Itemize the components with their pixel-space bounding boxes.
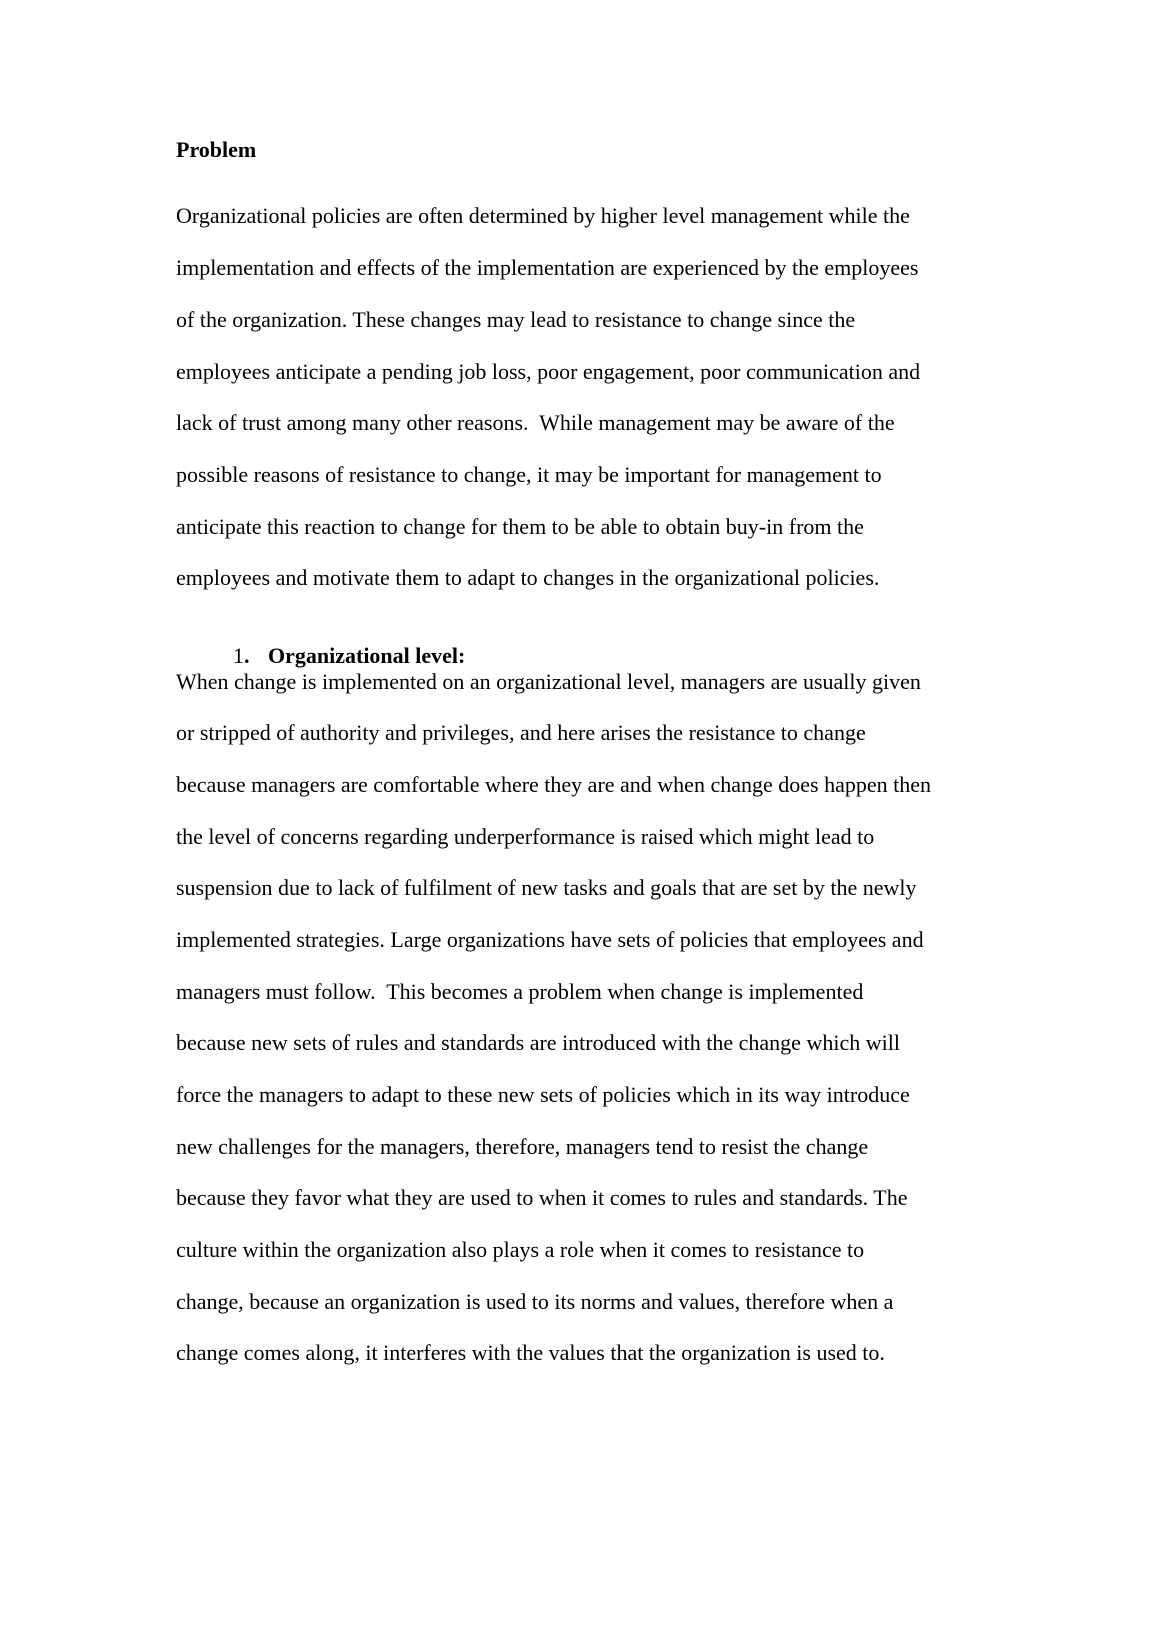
list-item-label: Organizational level: (268, 643, 466, 668)
paragraph-line: lack of trust among many other reasons. While management may be aware of the (176, 410, 895, 435)
paragraph-line: employees and motivate them to adapt to changes in the organizational policies. (176, 565, 880, 590)
paragraph-line: the level of concerns regarding underperformance is raised which might lead to (176, 824, 875, 849)
paragraph-line: When change is implemented on an organizational level, managers are usually given (176, 669, 921, 694)
list-number-digit: 1 (233, 643, 244, 668)
paragraph-line: change, because an organization is used to its norms and values, therefore when a (176, 1289, 894, 1314)
paragraph-line: change comes along, it interferes with the values that the organization is used to. (176, 1340, 885, 1365)
list-item-number (233, 643, 268, 669)
paragraph-line: possible reasons of resistance to change, it may be important for management to (176, 462, 882, 487)
paragraph-line: because they favor what they are used to when it comes to rules and standards. The (176, 1185, 908, 1210)
list-number-dot: . (244, 643, 250, 668)
paragraph-line: suspension due to lack of fulfilment of new tasks and goals that are set by the newly (176, 875, 917, 900)
paragraph-line: anticipate this reaction to change for them to be able to obtain buy-in from the (176, 514, 864, 539)
paragraph-line: Organizational policies are often determined by higher level management while the (176, 203, 910, 228)
paragraph-line: because new sets of rules and standards are introduced with the change which will (176, 1030, 900, 1055)
paragraph-line: or stripped of authority and privileges, and here arises the resistance to change (176, 720, 866, 745)
paragraph-line: employees anticipate a pending job loss, poor engagement, poor communication and (176, 359, 921, 384)
paragraph-line: culture within the organization also plays a role when it comes to resistance to (176, 1237, 865, 1262)
paragraph-line: new challenges for the managers, therefore, managers tend to resist the change (176, 1134, 869, 1159)
paragraph-line: force the managers to adapt to these new sets of policies which in its way introduce (176, 1082, 910, 1107)
paragraph-line: managers must follow. This becomes a problem when change is implemented (176, 979, 864, 1004)
section-heading: Problem (176, 137, 257, 162)
paragraph-line: implemented strategies. Large organizations have sets of policies that employees and (176, 927, 924, 952)
paragraph-line: of the organization. These changes may lead to resistance to change since the (176, 307, 856, 332)
paragraph-line: because managers are comfortable where they are and when change does happen then (176, 772, 931, 797)
paragraph-line: implementation and effects of the implementation are experienced by the employees (176, 255, 919, 280)
